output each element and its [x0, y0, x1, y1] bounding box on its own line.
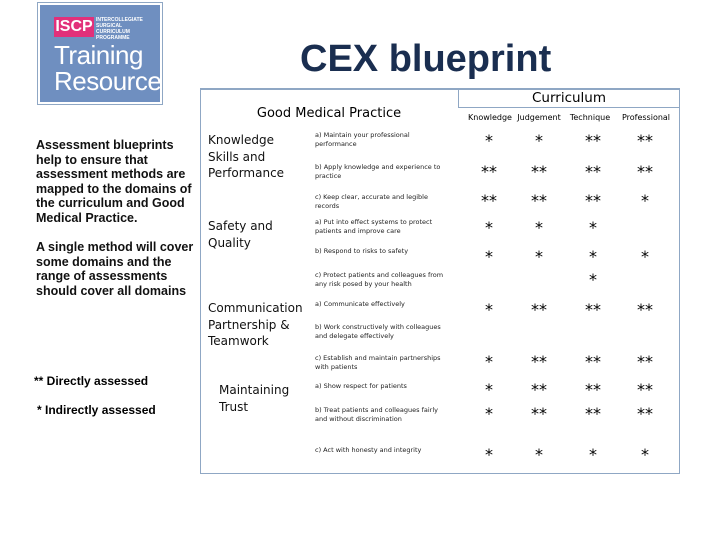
mark-cell: * [535, 131, 543, 150]
mark-cell: * [589, 247, 597, 266]
mark-cell: * [485, 131, 493, 150]
mark-cell: * [485, 300, 493, 319]
side-paragraph-1: Assessment blueprints help to ensure that assessment methods are mapped to the domains of the curriculum and Good Medical Practice. [36, 138, 192, 225]
curriculum-title: Curriculum [531, 90, 607, 106]
mark-cell: ** [585, 300, 601, 319]
mark-cell: ** [637, 162, 653, 181]
mark-cell: ** [481, 191, 497, 210]
gmp-item: a) Put into effect systems to protect patients and improve care [315, 218, 433, 235]
mark-cell: * [535, 445, 543, 464]
mark-cell: ** [531, 300, 547, 319]
training-resource-logo [37, 2, 163, 105]
page-title: CEX blueprint [300, 38, 552, 80]
gmp-item: a) Maintain your professional performance [315, 131, 410, 148]
mark-cell: * [485, 445, 493, 464]
mark-cell: ** [585, 404, 601, 423]
legend-indirect: * Indirectly assessed [37, 403, 156, 417]
mark-cell: ** [531, 352, 547, 371]
mark-cell: ** [531, 404, 547, 423]
mark-cell: * [589, 218, 597, 237]
mark-cell: * [641, 247, 649, 266]
col-header-professional: Professional [621, 113, 671, 122]
gmp-item: c) Act with honesty and integrity [315, 446, 422, 454]
mark-cell: * [485, 247, 493, 266]
gmp-item: a) Show respect for patients [315, 382, 407, 390]
logo-line1: Training [54, 40, 143, 70]
mark-cell: ** [637, 404, 653, 423]
gmp-item: b) Treat patients and colleagues fairly and without discrimination [315, 406, 438, 423]
logo-background [40, 5, 160, 102]
mark-cell: * [535, 218, 543, 237]
col-header-knowledge: Knowledge [468, 113, 512, 122]
mark-cell: * [535, 247, 543, 266]
col-header-judgement: Judgement [517, 113, 561, 122]
mark-cell: ** [531, 162, 547, 181]
mark-cell: * [641, 191, 649, 210]
mark-cell: ** [585, 352, 601, 371]
col-header-technique: Technique [569, 113, 611, 122]
mark-cell: ** [585, 380, 601, 399]
mark-cell: * [485, 352, 493, 371]
mark-cell: * [589, 445, 597, 464]
mark-cell: * [589, 270, 597, 289]
logo-small-text: INTERCOLLEGIATE SURGICAL CURRICULUM PROGRAMME [96, 17, 143, 41]
gmp-item: c) Keep clear, accurate and legible records [315, 193, 428, 210]
domain-knowledge-skills: Knowledge Skills and Performance [208, 133, 285, 180]
logo-acronym: ISCP [55, 18, 93, 35]
gmp-title: Good Medical Practice [256, 106, 402, 121]
mark-cell: ** [637, 352, 653, 371]
gmp-item: b) Work constructively with colleagues and delegate effectively [315, 323, 441, 340]
mark-cell: ** [585, 162, 601, 181]
mark-cell: * [641, 445, 649, 464]
legend-direct: ** Directly assessed [34, 374, 149, 388]
domain-communication: Communication Partnership & Teamwork [208, 301, 303, 348]
mark-cell: ** [531, 380, 547, 399]
mark-cell: ** [481, 162, 497, 181]
domain-safety-quality: Safety and Quality [208, 219, 273, 250]
gmp-item: a) Communicate effectively [315, 300, 405, 308]
mark-cell: ** [637, 131, 653, 150]
gmp-item: c) Protect patients and colleagues from any risk posed by your health [315, 271, 444, 288]
mark-cell: ** [637, 300, 653, 319]
mark-cell: * [485, 380, 493, 399]
logo-line2: Resource [54, 66, 162, 96]
mark-cell: ** [531, 191, 547, 210]
mark-cell: ** [637, 380, 653, 399]
domain-maintaining-trust: Maintaining Trust [219, 383, 290, 414]
gmp-item: b) Respond to risks to safety [315, 247, 409, 255]
gmp-item: c) Establish and maintain partnerships with patients [315, 354, 441, 371]
mark-cell: * [485, 404, 493, 423]
gmp-item: b) Apply knowledge and experience to practice [315, 163, 441, 180]
mark-cell: ** [585, 191, 601, 210]
mark-cell: * [485, 218, 493, 237]
mark-cell: ** [585, 131, 601, 150]
side-paragraph-2: A single method will cover some domains and the range of assessments should cover all domains [36, 240, 194, 298]
